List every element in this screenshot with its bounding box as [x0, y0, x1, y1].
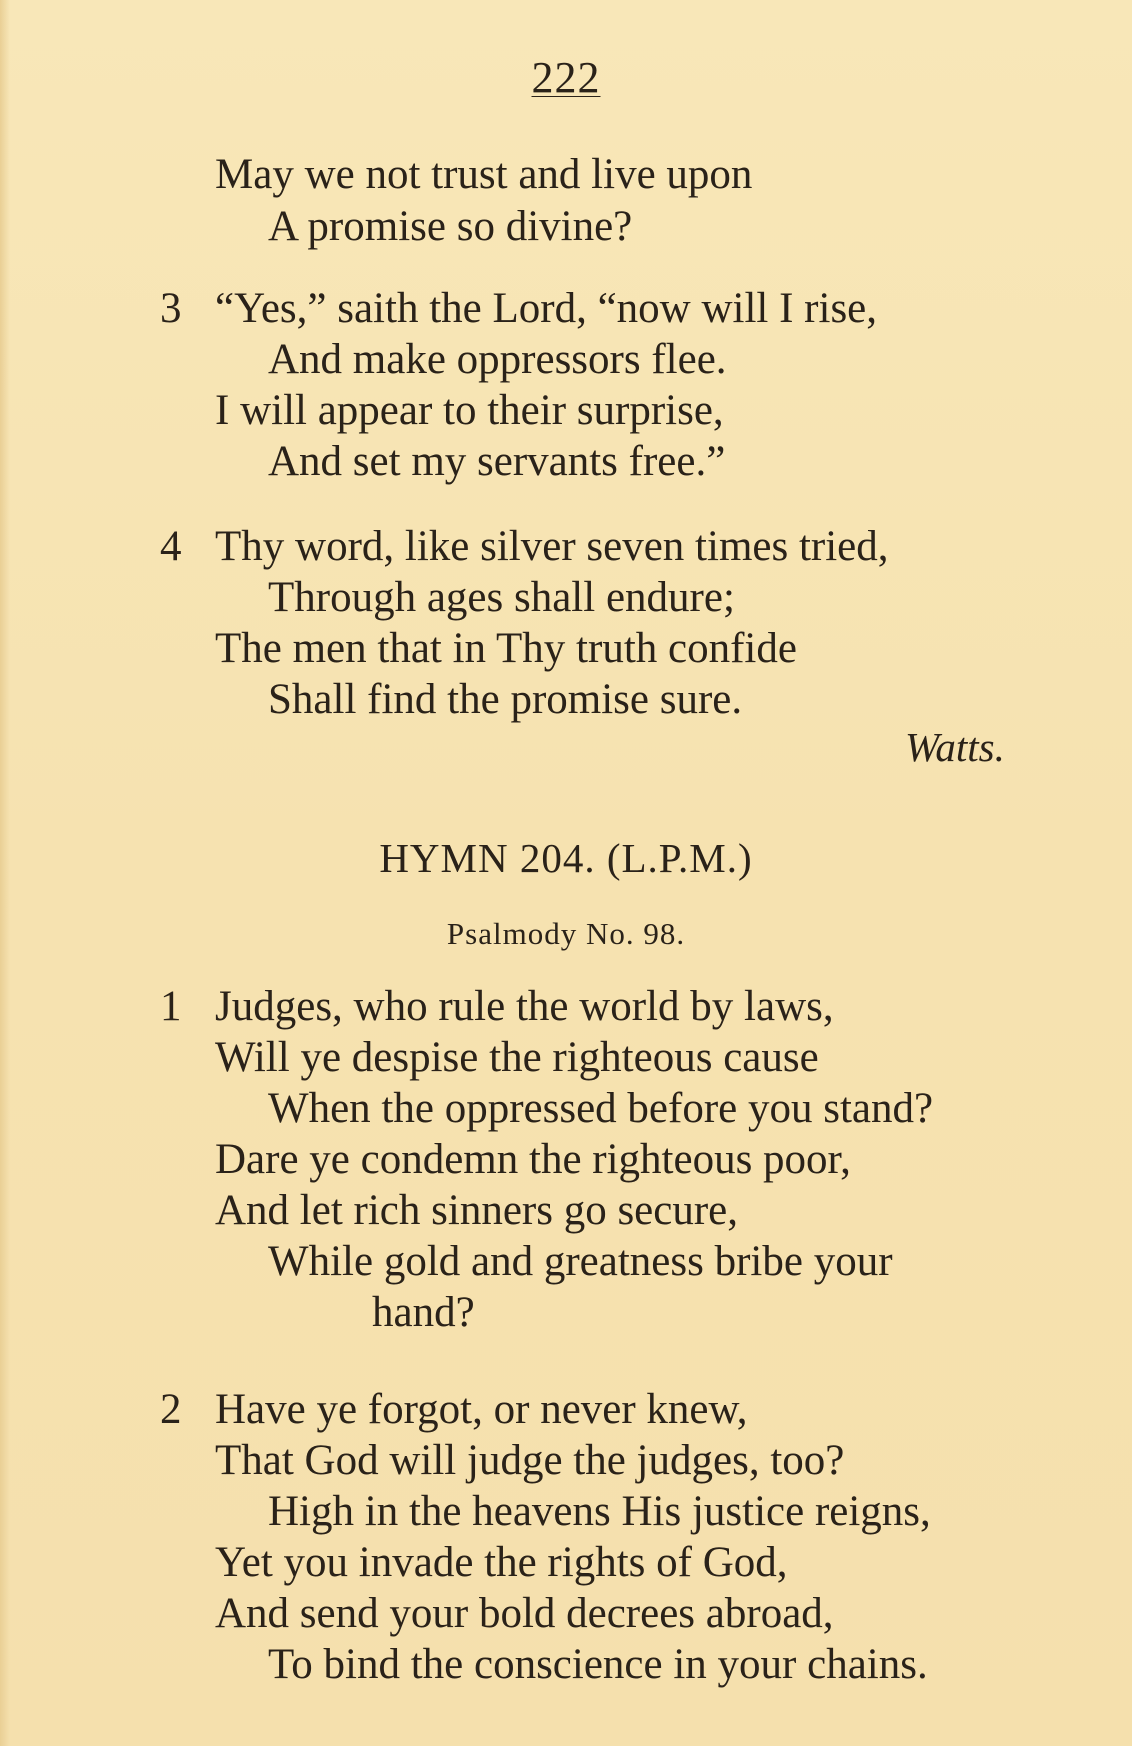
- verse-4-line-2: Through ages shall endure;: [268, 574, 735, 621]
- hymn-verse-1-line-2: Will ye despise the righteous cause: [215, 1034, 819, 1081]
- hymn-verse-2-line-5: And send your bold decrees abroad,: [215, 1590, 834, 1637]
- continuation-line-2: A promise so divine?: [268, 203, 633, 250]
- hymn-verse-2-line-1: Have ye forgot, or never knew,: [215, 1386, 748, 1433]
- hymn-verse-1-line-6: While gold and greatness bribe your: [268, 1238, 893, 1285]
- verse-3-line-3: I will appear to their surprise,: [215, 387, 724, 434]
- hymn-verse-1-line-4: Dare ye condemn the righteous poor,: [215, 1136, 851, 1183]
- continuation-line-1: May we not trust and live upon: [215, 151, 753, 198]
- hymn-verse-2-line-2: That God will judge the judges, too?: [215, 1437, 845, 1484]
- author-attribution: Watts.: [905, 724, 1005, 770]
- verse-3-line-1: “Yes,” saith the Lord, “now will I rise,: [215, 285, 878, 332]
- hymn-verse-number-2: 2: [160, 1386, 182, 1433]
- hymn-verse-1-line-5: And let rich sinners go secure,: [215, 1187, 739, 1234]
- hymn-verse-number-1: 1: [160, 983, 182, 1030]
- hymn-verse-2-line-6: To bind the conscience in your chains.: [268, 1641, 928, 1688]
- page-number: 222: [531, 53, 601, 102]
- verse-4-line-3: The men that in Thy truth confide: [215, 625, 797, 672]
- hymn-verse-1-line-7: hand?: [372, 1289, 475, 1336]
- hymn-verse-2-line-3: High in the heavens His justice reigns,: [268, 1488, 931, 1535]
- verse-3-line-2: And make oppressors flee.: [268, 336, 727, 383]
- verse-4-line-4: Shall find the promise sure.: [268, 676, 743, 723]
- verse-number-4: 4: [160, 523, 182, 570]
- hymn-verse-1-line-3: When the oppressed before you stand?: [268, 1085, 934, 1132]
- hymn-title: HYMN 204. (L.P.M.): [379, 835, 753, 881]
- hymn-verse-1-line-1: Judges, who rule the world by laws,: [215, 983, 834, 1030]
- hymn-verse-2-line-4: Yet you invade the rights of God,: [215, 1539, 788, 1586]
- verse-4-line-1: Thy word, like silver seven times tried,: [215, 523, 889, 570]
- verse-3-line-4: And set my servants free.”: [268, 438, 726, 485]
- verse-number-3: 3: [160, 285, 182, 332]
- tune-reference: Psalmody No. 98.: [446, 916, 686, 951]
